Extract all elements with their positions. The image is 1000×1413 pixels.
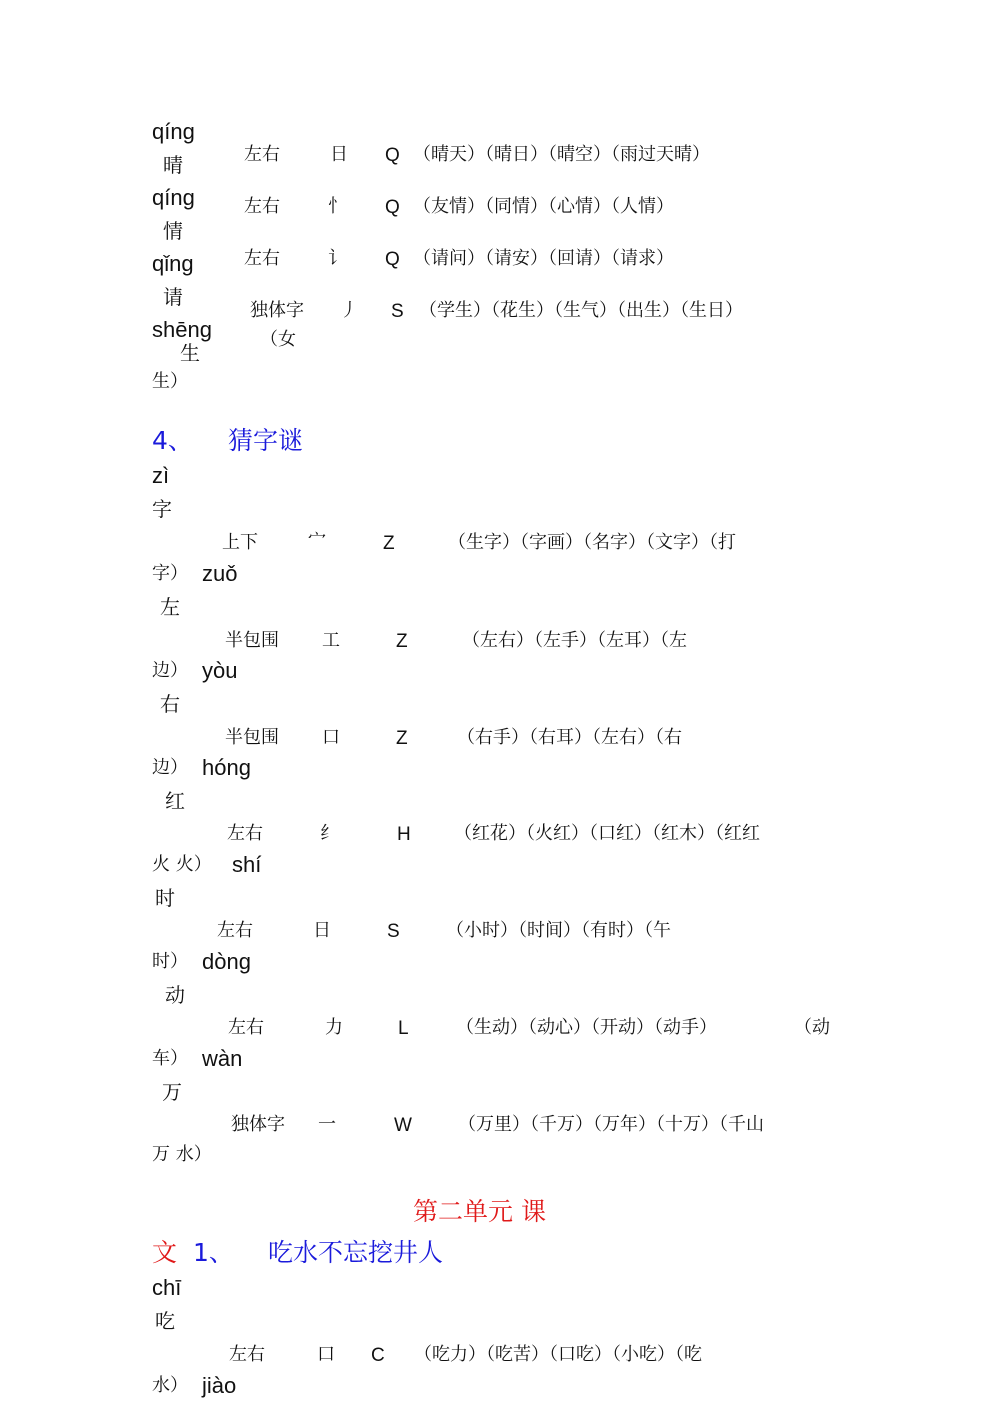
pinyin: hóng	[202, 755, 251, 780]
initial-letter: S	[387, 921, 400, 942]
words: （万里）（千万）（万年）（十万）（千山	[458, 1114, 764, 1135]
words-tail: 时）	[152, 951, 188, 972]
words-tail: 字）	[152, 563, 188, 584]
lesson-number: 1、	[193, 1238, 234, 1267]
pinyin: qíng	[152, 185, 195, 210]
words-tail: 万 水）	[152, 1144, 212, 1165]
structure: 左右	[217, 920, 253, 941]
character: 吃	[155, 1309, 175, 1333]
initial-letter: Q	[385, 249, 400, 270]
words: （红花）（火红）（口红）（红木）（红红	[454, 823, 760, 844]
words: （学生）（花生）（生气）（出生）（生日）	[419, 300, 743, 321]
structure: 左右	[227, 823, 263, 844]
radical: 纟	[320, 823, 338, 844]
pinyin: qíng	[152, 119, 195, 144]
section-title: 猜字谜	[228, 426, 304, 455]
initial-letter: Q	[385, 145, 400, 166]
pinyin: dòng	[202, 949, 251, 974]
words: （右手）（右耳）（左右）（右	[457, 727, 682, 748]
radical: 口	[322, 727, 340, 748]
radical: 力	[325, 1017, 343, 1038]
words-continued: （女	[260, 329, 296, 350]
structure: 左右	[244, 248, 280, 269]
radical: 宀	[308, 530, 326, 551]
initial-letter: W	[394, 1115, 412, 1136]
words: （生字）（字画）（名字）（文字）（打	[448, 532, 736, 553]
structure: 左右	[228, 1017, 264, 1038]
radical: 讠	[328, 248, 346, 269]
initial-letter: H	[397, 824, 411, 845]
lesson-title: 吃水不忘挖井人	[268, 1238, 444, 1267]
initial-letter: C	[371, 1345, 385, 1366]
words-tail: 生）	[152, 371, 188, 392]
character: 红	[165, 789, 185, 813]
structure: 独体字	[250, 300, 304, 321]
character: 时	[155, 886, 175, 910]
radical: 一	[318, 1114, 336, 1135]
initial-letter: L	[398, 1018, 409, 1039]
character: 请	[163, 285, 183, 309]
structure: 半包围	[225, 727, 279, 748]
words: （生动）（动心）（开动）（动手）	[456, 1017, 717, 1038]
character: 生	[180, 341, 200, 365]
initial-letter: Z	[383, 533, 395, 554]
words: （小时）（时间）（有时）（午	[446, 920, 671, 941]
pinyin: wàn	[202, 1046, 243, 1071]
character: 右	[160, 692, 180, 716]
radical: 口	[317, 1344, 335, 1365]
pinyin: shí	[232, 852, 262, 877]
character: 左	[160, 595, 180, 619]
initial-letter: Q	[385, 197, 400, 218]
words-tail: 车）	[152, 1048, 188, 1069]
words: （请问）（请安）（回请）（请求）	[413, 248, 674, 269]
pinyin: chī	[152, 1275, 182, 1300]
structure: 上下	[222, 532, 258, 553]
lesson-prefix: 文	[152, 1238, 178, 1267]
initial-letter: S	[391, 301, 404, 322]
section-number: 4、	[152, 426, 193, 455]
words-tail: 边）	[152, 757, 188, 778]
character: 动	[165, 983, 185, 1007]
words-tail: 火 火）	[152, 854, 212, 875]
pinyin: shēng	[152, 317, 212, 342]
structure: 半包围	[225, 630, 279, 651]
pinyin: yòu	[202, 658, 238, 683]
radical: 工	[322, 630, 340, 651]
pinyin: zì	[152, 463, 170, 488]
character: 字	[152, 497, 172, 521]
words-tail: 边）	[152, 660, 188, 681]
words: （左右）（左手）（左耳）（左	[462, 630, 687, 651]
words: （友情）（同情）（心情）（人情）	[413, 196, 674, 217]
structure: 左右	[244, 196, 280, 217]
radical: 日	[330, 144, 348, 165]
pinyin: qǐng	[152, 251, 194, 276]
words: （晴天）（晴日）（晴空）（雨过天晴）	[413, 144, 710, 165]
pinyin: jiào	[202, 1373, 237, 1398]
words-tail: 水）	[152, 1375, 188, 1396]
radical: 日	[313, 920, 331, 941]
pinyin: zuǒ	[202, 561, 238, 586]
structure: 左右	[244, 144, 280, 165]
unit-heading: 第二单元 课	[413, 1197, 546, 1226]
structure: 独体字	[231, 1114, 285, 1135]
radical: 忄	[328, 196, 346, 217]
character: 晴	[163, 153, 183, 177]
words: （吃力）（吃苦）（口吃）（小吃）（吃	[414, 1344, 702, 1365]
structure: 左右	[229, 1344, 265, 1365]
initial-letter: Z	[396, 631, 408, 652]
character: 情	[163, 219, 183, 243]
radical: 丿	[340, 300, 358, 321]
character: 万	[162, 1080, 182, 1104]
initial-letter: Z	[396, 728, 408, 749]
words-continued: （动	[794, 1017, 830, 1038]
